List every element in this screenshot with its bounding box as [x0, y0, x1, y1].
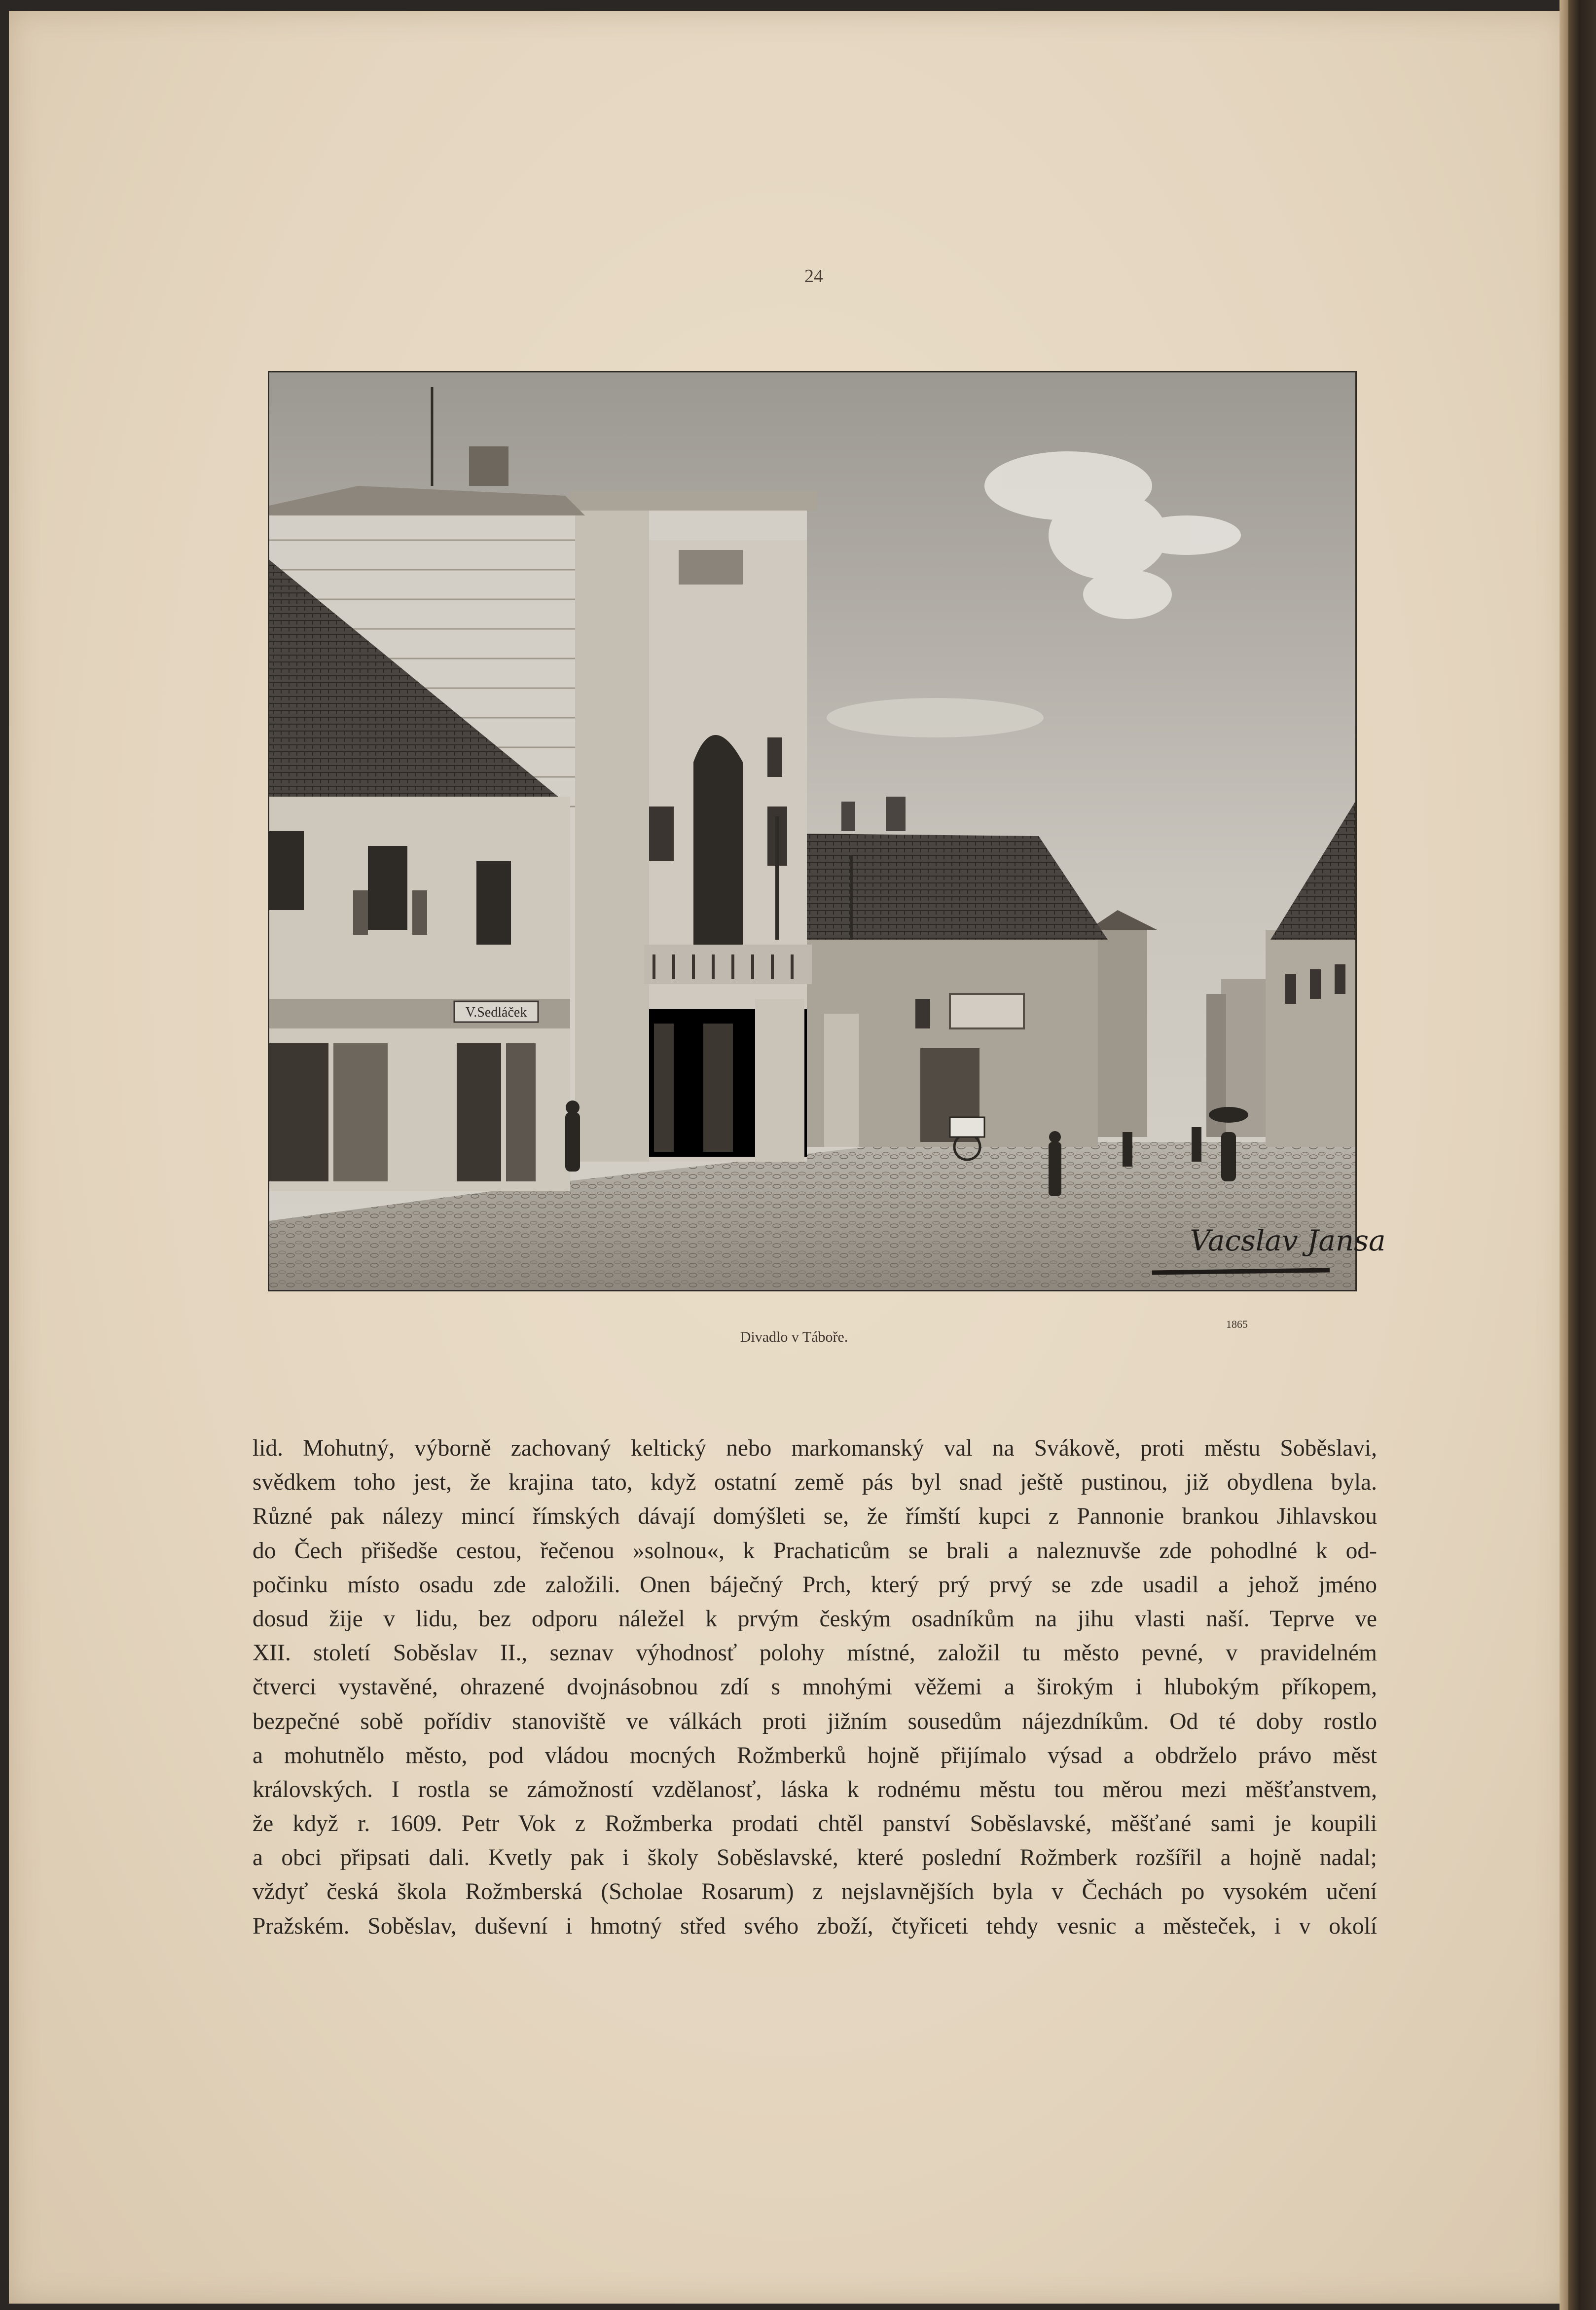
text-line: královských. I rostla se zámožností vzdělanosť, láska k rodnému městu tou měrou mezi měšťanstvem,	[253, 1776, 1377, 1802]
text-line: a obci připsati dali. Kvetly pak i školy Soběslavské, které poslední Rožmberk rozšířil a hojně nadal;	[253, 1845, 1377, 1871]
text-line: počinku místo osadu zde založili. Onen báječný Prch, který prý prvý se zde usadil a jehož jméno	[253, 1572, 1377, 1598]
text-line: vždyť česká škola Rožmberská (Scholae Rosarum) z nejslavnějších byla v Čechách po vysokém učení	[253, 1879, 1377, 1905]
text-line: Různé pak nálezy mincí římských dávají domýšleti se, že římští kupci z Pannonie brankou Jihlavskou	[253, 1503, 1377, 1530]
theatre-street-illustration	[269, 372, 1386, 1290]
text-line: Pražském. Soběslav, duševní i hmotný střed svého zboží, čtyřiceti tehdy vesnic a městeček, i v okolí	[253, 1913, 1377, 1939]
illustration-year: 1865	[1226, 1318, 1248, 1330]
text-line: svědkem toho jest, že krajina tato, když ostatní země pás byl snad ještě pustinou, již obydlena byla.	[253, 1469, 1377, 1496]
page-number: 24	[804, 266, 823, 287]
signboard-text: V.Sedláček	[465, 1005, 527, 1020]
text-line: že když r. 1609. Petr Vok z Rožmberka prodati chtěl panství Soběslavské, měšťané sami je koupili	[253, 1811, 1377, 1837]
book-edge-shadow	[1568, 0, 1596, 2310]
text-line: do Čech přišedše cestou, řečenou »solnou«, k Prachaticům se brali a naleznuvše zde pohodlné k od-	[253, 1538, 1377, 1564]
text-line: čtverci vystavěné, ohrazené dvojnásobnou zdí s mnohými věžemi a širokým i hlubokým příkopem,	[253, 1674, 1377, 1700]
artist-signature: Vacslav Jansa	[1190, 1224, 1386, 1257]
text-line: bezpečné sobě pořídiv stanoviště ve válkách proti jižním sousedům nájezdníkům. Od té doby rostlo	[253, 1708, 1377, 1734]
text-line: XII. století Soběslav II., seznav výhodnosť polohy místné, založil tu město pevné, v pravidelném	[253, 1640, 1377, 1666]
illustration-caption: Divadlo v Táboře.	[740, 1329, 848, 1345]
body-text	[253, 1431, 1377, 1943]
illustration-plate	[268, 371, 1386, 1291]
text-line: a mohutnělo město, pod vládou mocných Rožmberků hojně přijímalo výsad a obdrželo právo měst	[253, 1742, 1377, 1768]
text-line: lid. Mohutný, výborně zachovaný keltický nebo markomanský val na Svákově, proti městu Soběslavi,	[253, 1435, 1377, 1461]
text-line: dosud žije v lidu, bez odporu náležel k prvým českým osadníkům na jihu vlasti naší. Teprve ve	[253, 1606, 1377, 1632]
